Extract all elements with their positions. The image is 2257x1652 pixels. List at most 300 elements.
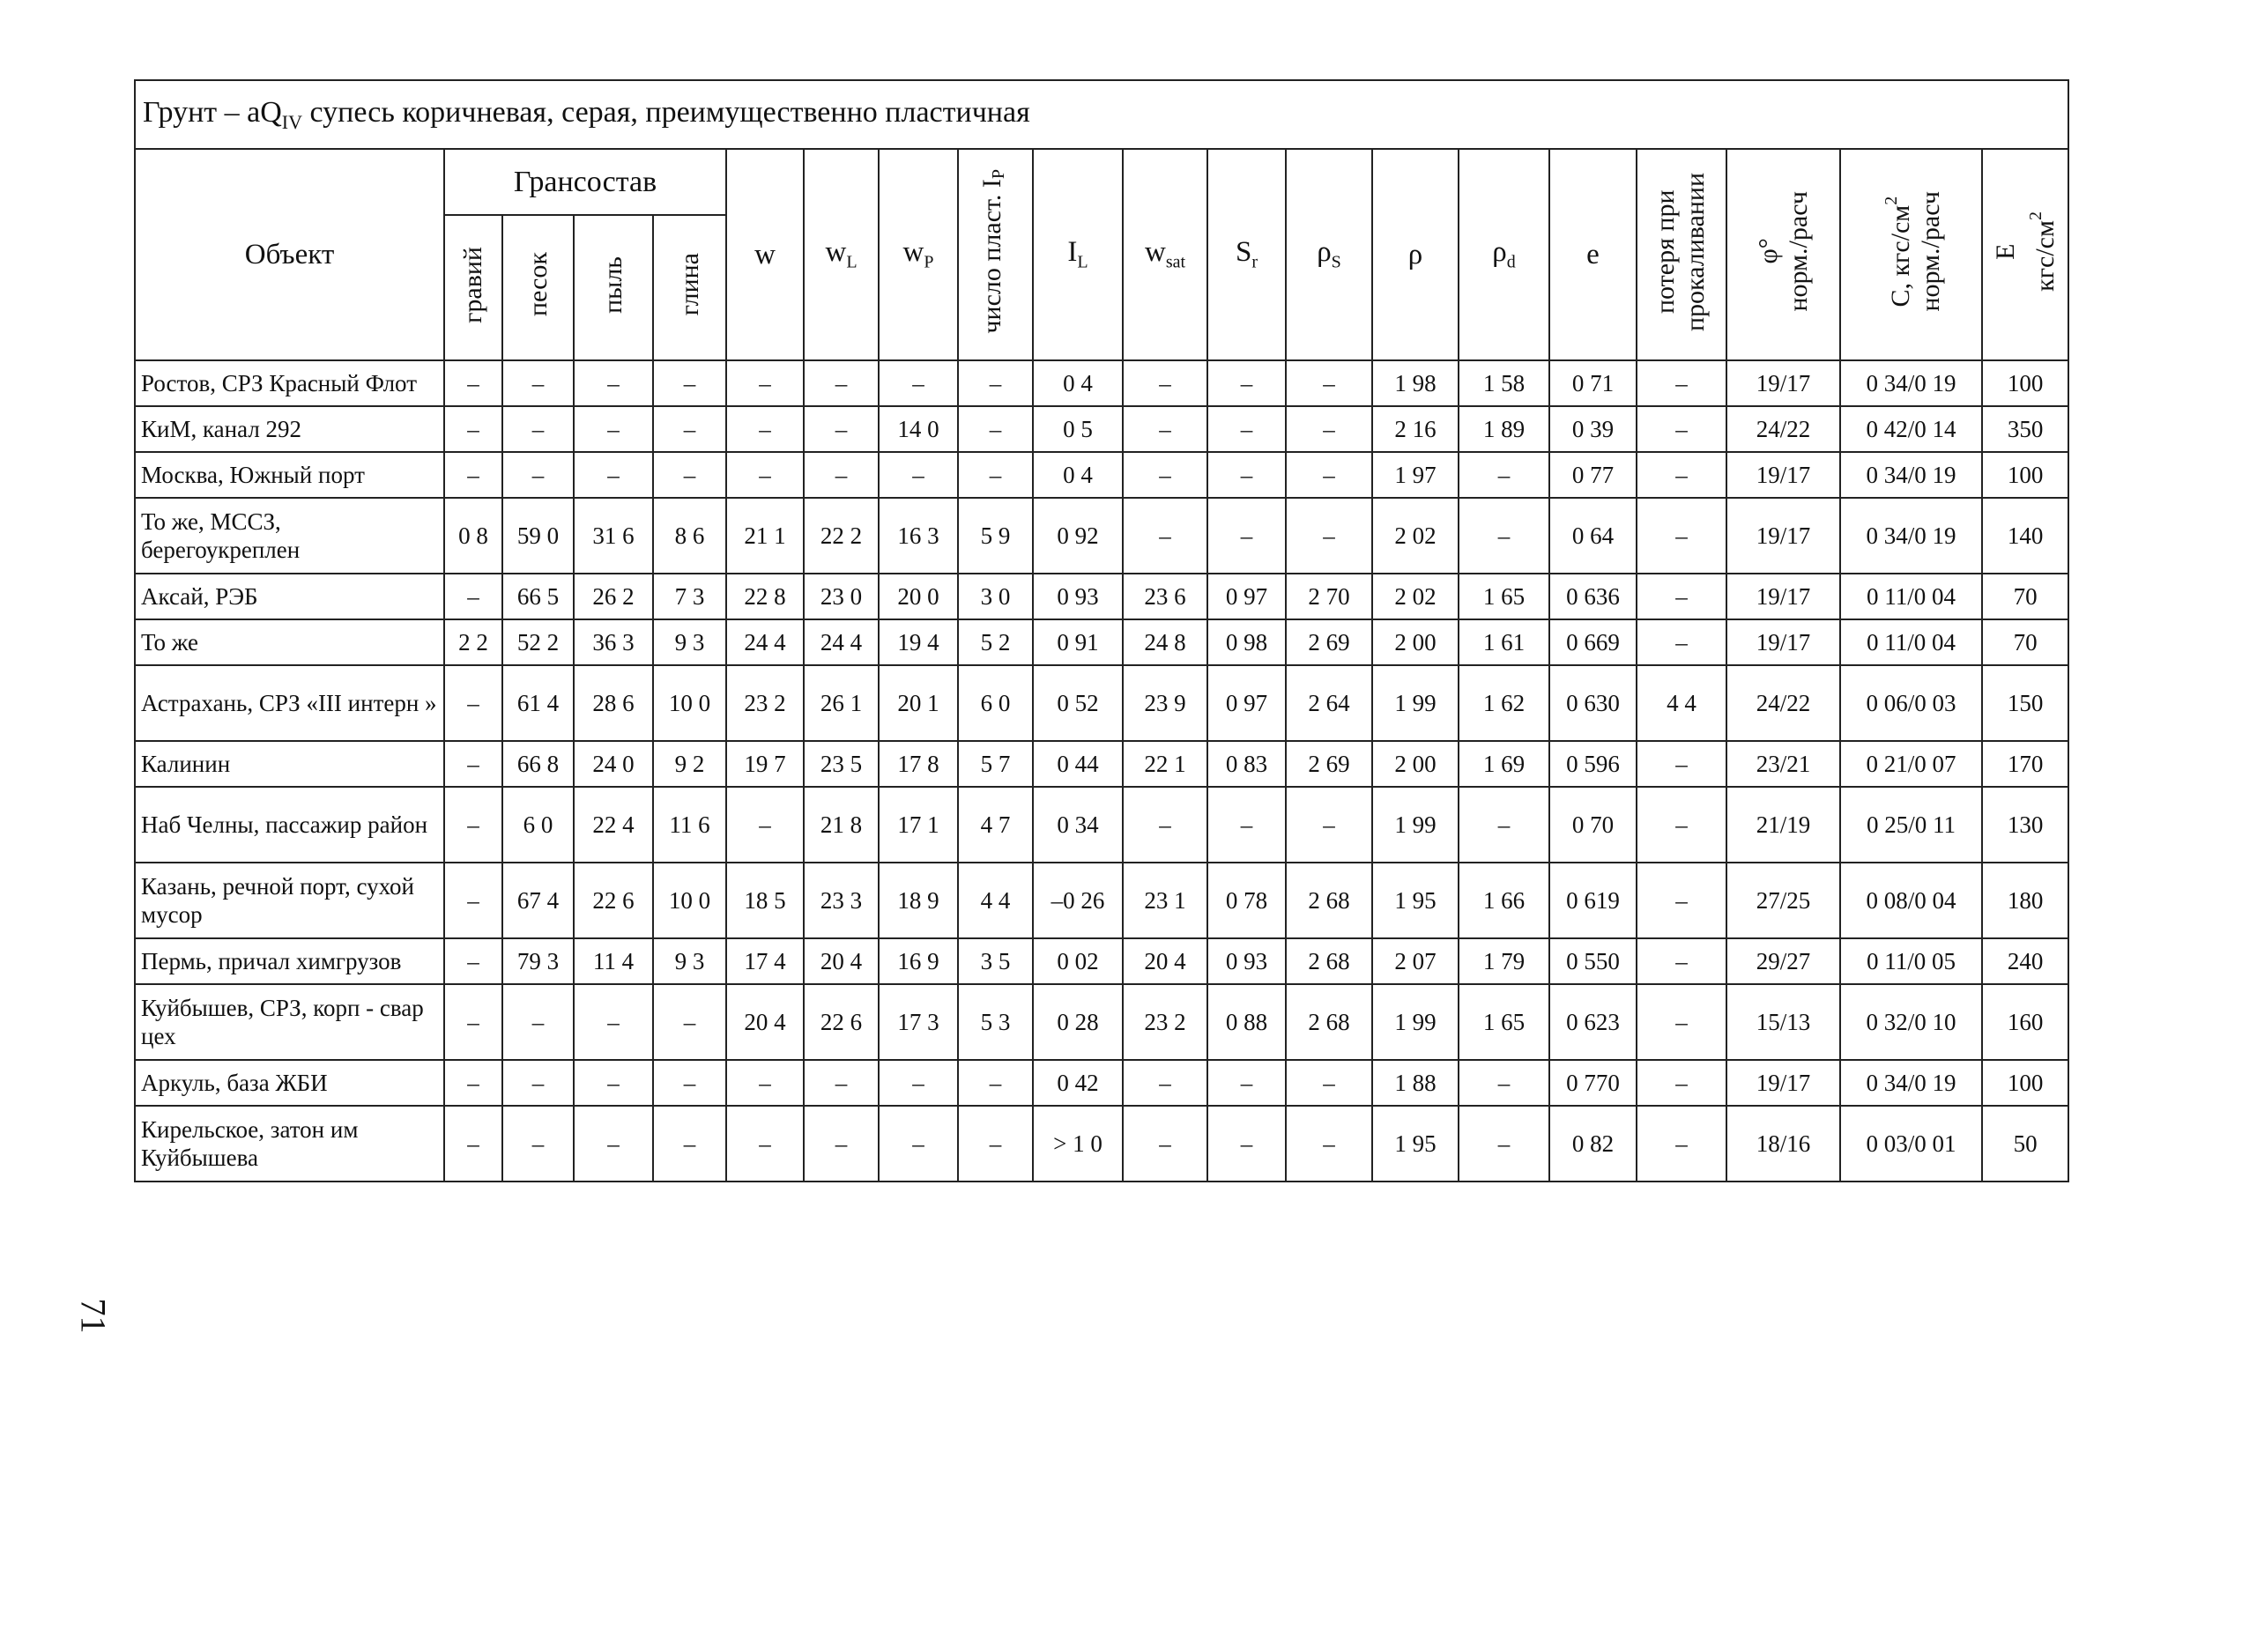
table-cell: 0 97 [1207,574,1286,619]
table-cell: 20 4 [804,938,879,984]
table-cell: – [444,787,502,863]
table-cell: 22 4 [574,787,653,863]
table-cell: 0 98 [1207,619,1286,665]
table-cell: – [1286,406,1372,452]
table-cell: 4 7 [958,787,1033,863]
table-cell: – [879,452,958,498]
table-cell: 23 0 [804,574,879,619]
table-cell: 23 9 [1123,665,1207,741]
table-cell: – [726,452,804,498]
table-cell: 2 69 [1286,619,1372,665]
header-object: Объект [135,149,444,360]
object-name-cell: Кирельское, затон им Куйбышева [135,1106,444,1182]
table-cell: – [1637,863,1726,938]
table-cell: – [1123,1060,1207,1106]
table-cell: 24 4 [726,619,804,665]
table-cell: 0 92 [1033,498,1123,574]
table-cell: 67 4 [502,863,574,938]
table-cell: – [1123,1106,1207,1182]
table-cell: – [958,452,1033,498]
table-cell: 0 630 [1549,665,1637,741]
table-cell: 0 06/0 03 [1840,665,1982,741]
table-cell: 0 44 [1033,741,1123,787]
table-cell: 240 [1982,938,2068,984]
table-cell: 2 00 [1372,741,1459,787]
soil-properties-table [134,79,2069,1182]
table-cell: 1 88 [1372,1060,1459,1106]
table-cell: 1 99 [1372,665,1459,741]
table-cell: 31 6 [574,498,653,574]
table-cell: – [879,1106,958,1182]
table-cell: – [1207,452,1286,498]
object-name-cell: Аркуль, база ЖБИ [135,1060,444,1106]
object-name-cell: Пермь, причал химгрузов [135,938,444,984]
table-cell: – [726,1060,804,1106]
table-cell: 350 [1982,406,2068,452]
table-cell: – [1637,406,1726,452]
table-cell: 6 0 [958,665,1033,741]
table-cell: 23 5 [804,741,879,787]
table-cell: 0 4 [1033,360,1123,406]
table-cell: 0 42/0 14 [1840,406,1982,452]
table-cell: 1 99 [1372,787,1459,863]
table-cell: – [444,452,502,498]
table-cell: – [1286,360,1372,406]
table-cell: 70 [1982,619,2068,665]
table-cell: 1 62 [1459,665,1549,741]
table-cell: 0 32/0 10 [1840,984,1982,1060]
table-cell: 1 66 [1459,863,1549,938]
object-name-cell: КиМ, канал 292 [135,406,444,452]
table-cell: 0 34/0 19 [1840,1060,1982,1106]
table-cell: 1 95 [1372,1106,1459,1182]
table-cell: 0 669 [1549,619,1637,665]
table-cell: – [879,1060,958,1106]
table-cell: – [1637,741,1726,787]
table-cell: 2 68 [1286,863,1372,938]
table-cell: – [958,1060,1033,1106]
table-cell: – [444,741,502,787]
table-row [135,787,2068,863]
table-cell: 4 4 [1637,665,1726,741]
object-name-cell: То же, МССЗ, берегоукреплен [135,498,444,574]
table-row [135,665,2068,741]
table-cell: 22 1 [1123,741,1207,787]
table-cell: – [444,938,502,984]
table-cell: 22 8 [726,574,804,619]
table-cell: 18/16 [1726,1106,1840,1182]
table-cell: 2 68 [1286,984,1372,1060]
table-cell: – [653,452,726,498]
table-cell: 59 0 [502,498,574,574]
header-e: e [1549,149,1637,360]
table-cell: 27/25 [1726,863,1840,938]
table-cell: 0 78 [1207,863,1286,938]
table-cell: 23 1 [1123,863,1207,938]
table-cell: 0 550 [1549,938,1637,984]
table-cell: 0 39 [1549,406,1637,452]
table-cell: 0 77 [1549,452,1637,498]
table-cell: – [653,406,726,452]
table-cell: 0 93 [1207,938,1286,984]
table-cell: – [444,360,502,406]
object-name-cell: Казань, речной порт, сухой мусор [135,863,444,938]
table-row [135,938,2068,984]
table-cell: – [804,452,879,498]
table-cell: 19/17 [1726,574,1840,619]
table-cell: – [804,1106,879,1182]
table-cell: 22 6 [574,863,653,938]
table-row [135,984,2068,1060]
table-cell: – [1459,787,1549,863]
table-cell: – [444,984,502,1060]
table-cell: 8 6 [653,498,726,574]
header-rho: ρ [1372,149,1459,360]
table-cell: – [1286,498,1372,574]
table-cell: – [1637,452,1726,498]
table-cell: – [574,406,653,452]
table-cell: – [574,452,653,498]
table-cell: 17 8 [879,741,958,787]
table-cell: 1 65 [1459,574,1549,619]
table-cell: 0 5 [1033,406,1123,452]
table-cell: 0 70 [1549,787,1637,863]
table-cell: 20 4 [1123,938,1207,984]
table-cell: 1 79 [1459,938,1549,984]
table-cell: 5 9 [958,498,1033,574]
header-sand: песок [502,215,574,360]
table-cell: – [1637,498,1726,574]
table-cell: – [1286,1106,1372,1182]
table-cell: 5 2 [958,619,1033,665]
table-cell: 0 71 [1549,360,1637,406]
header-sr: $S_r$ [1207,149,1286,360]
table-cell: – [574,360,653,406]
table-row [135,741,2068,787]
table-cell: – [958,360,1033,406]
table-cell: 22 2 [804,498,879,574]
table-cell: – [1123,360,1207,406]
table-cell: 66 5 [502,574,574,619]
table-cell: 22 6 [804,984,879,1060]
table-cell: – [726,360,804,406]
table-cell: 16 3 [879,498,958,574]
table-cell: – [1637,574,1726,619]
table-cell: 50 [1982,1106,2068,1182]
header-clay: глина [653,215,726,360]
table-cell: – [1207,360,1286,406]
table-cell: 11 4 [574,938,653,984]
object-name-cell: Куйбышев, СРЗ, корп - свар цех [135,984,444,1060]
table-cell: 3 5 [958,938,1033,984]
table-cell: 1 89 [1459,406,1549,452]
table-cell: 0 88 [1207,984,1286,1060]
table-cell: 0 34/0 19 [1840,498,1982,574]
table-cell: 66 8 [502,741,574,787]
table-cell: – [574,1060,653,1106]
table-cell: 19/17 [1726,360,1840,406]
table-cell: – [1207,406,1286,452]
table-cell: 0 11/0 04 [1840,619,1982,665]
table-cell: – [804,1060,879,1106]
table-row [135,498,2068,574]
table-cell: – [653,360,726,406]
table-cell: – [1123,452,1207,498]
page-number: 71 [73,1298,114,1334]
table-row [135,863,2068,938]
table-cell: – [444,1060,502,1106]
table-cell: 20 4 [726,984,804,1060]
object-name-cell: Ростов, СРЗ Красный Флот [135,360,444,406]
table-cell: 9 3 [653,938,726,984]
table-cell: 0 42 [1033,1060,1123,1106]
table-cell: 0 34/0 19 [1840,360,1982,406]
table-cell: 1 65 [1459,984,1549,1060]
table-cell: – [804,406,879,452]
table-cell: – [1207,787,1286,863]
table-cell: 19 4 [879,619,958,665]
table-cell: – [1207,1106,1286,1182]
table-cell: 52 2 [502,619,574,665]
table-cell: – [574,1106,653,1182]
object-name-cell: Аксай, РЭБ [135,574,444,619]
table-cell: 0 4 [1033,452,1123,498]
table-cell: 24 4 [804,619,879,665]
table-cell: 2 00 [1372,619,1459,665]
table-cell: 0 11/0 05 [1840,938,1982,984]
table-cell: 23/21 [1726,741,1840,787]
table-cell: – [502,984,574,1060]
table-cell: 0 34/0 19 [1840,452,1982,498]
table-cell: 0 34 [1033,787,1123,863]
table-cell: – [1123,787,1207,863]
table-cell: 11 6 [653,787,726,863]
table-cell: 0 08/0 04 [1840,863,1982,938]
table-cell: 150 [1982,665,2068,741]
table-cell: 10 0 [653,665,726,741]
table-cell: 3 0 [958,574,1033,619]
table-cell: 17 4 [726,938,804,984]
table-cell: 17 3 [879,984,958,1060]
table-cell: 20 0 [879,574,958,619]
table-cell: – [1637,1106,1726,1182]
table-cell: – [804,360,879,406]
table-cell: 2 02 [1372,498,1459,574]
table-cell: 70 [1982,574,2068,619]
header-wsat: $w_{sat}$ [1123,149,1207,360]
table-cell: 23 6 [1123,574,1207,619]
table-cell: 100 [1982,360,2068,406]
table-cell: 10 0 [653,863,726,938]
header-dust: пыль [574,215,653,360]
table-cell: – [502,1060,574,1106]
table-cell: 9 2 [653,741,726,787]
object-name-cell: То же [135,619,444,665]
table-cell: 2 02 [1372,574,1459,619]
table-cell: 160 [1982,984,2068,1060]
table-cell: 6 0 [502,787,574,863]
table-cell: 19/17 [1726,452,1840,498]
table-cell: 15/13 [1726,984,1840,1060]
table-title: Грунт – $aQ_{IV}$ супесь коричневая, серая, преимущественно пластичная [135,80,2068,149]
table-cell: 23 2 [726,665,804,741]
table-row [135,1106,2068,1182]
table-cell: 0 91 [1033,619,1123,665]
table-cell: 0 52 [1033,665,1123,741]
table-cell: 0 623 [1549,984,1637,1060]
table-cell: 130 [1982,787,2068,863]
table-cell: 0 8 [444,498,502,574]
table-cell: 1 69 [1459,741,1549,787]
table-cell: 19/17 [1726,1060,1840,1106]
object-name-cell: Астрахань, СРЗ «III интерн » [135,665,444,741]
table-cell: – [1637,1060,1726,1106]
table-cell: 2 70 [1286,574,1372,619]
table-cell: 5 7 [958,741,1033,787]
header-wl: $w_L$ [804,149,879,360]
table-cell: 24 8 [1123,619,1207,665]
table-cell: – [502,1106,574,1182]
table-cell: 2 69 [1286,741,1372,787]
table-cell: 0 25/0 11 [1840,787,1982,863]
table-cell: 24/22 [1726,665,1840,741]
table-row [135,406,2068,452]
table-cell: 0 02 [1033,938,1123,984]
table-cell: 0 97 [1207,665,1286,741]
table-cell: – [1123,406,1207,452]
header-friction-angle: φ° норм./расч [1726,149,1840,360]
table-row [135,619,2068,665]
object-name-cell: Калинин [135,741,444,787]
table-cell: 9 3 [653,619,726,665]
table-body [135,360,2068,1182]
table-cell: 79 3 [502,938,574,984]
table-cell: – [1286,452,1372,498]
table-cell: 0 28 [1033,984,1123,1060]
table-cell: 0 636 [1549,574,1637,619]
table-cell: 19/17 [1726,619,1840,665]
table-cell: – [444,574,502,619]
table-cell: – [1637,619,1726,665]
table-cell: 0 11/0 04 [1840,574,1982,619]
table-cell: – [1459,1106,1549,1182]
table-cell: – [958,1106,1033,1182]
table-cell: 1 61 [1459,619,1549,665]
table-row [135,574,2068,619]
table-cell: – [444,863,502,938]
table-cell: 170 [1982,741,2068,787]
table-cell: – [444,406,502,452]
table-cell: – [502,360,574,406]
table-cell: 7 3 [653,574,726,619]
table-cell: 0 03/0 01 [1840,1106,1982,1182]
table-cell: 36 3 [574,619,653,665]
header-cohesion: С, кгс/$см^2$ норм./расч [1840,149,1982,360]
table-cell: 29/27 [1726,938,1840,984]
table-cell: 0 21/0 07 [1840,741,1982,787]
table-cell: – [502,406,574,452]
table-cell: 28 6 [574,665,653,741]
table-cell: – [879,360,958,406]
table-cell: 19/17 [1726,498,1840,574]
table-cell: 0 770 [1549,1060,1637,1106]
table-cell: 0 93 [1033,574,1123,619]
table-cell: – [1637,984,1726,1060]
table-cell: – [653,1106,726,1182]
header-gravel: гравий [444,215,502,360]
table-cell: 19 7 [726,741,804,787]
table-cell: 21/19 [1726,787,1840,863]
table-cell: 2 16 [1372,406,1459,452]
table-cell: 61 4 [502,665,574,741]
table-cell: – [1459,498,1549,574]
table-row [135,360,2068,406]
table-cell: 24/22 [1726,406,1840,452]
table-cell: – [1207,498,1286,574]
table-cell: – [653,1060,726,1106]
table-cell: – [1286,787,1372,863]
object-name-cell: Москва, Южный порт [135,452,444,498]
table-cell: 1 58 [1459,360,1549,406]
table-cell: 20 1 [879,665,958,741]
header-plasticity-index: число пласт. $I_P$ [958,149,1033,360]
table-cell: 180 [1982,863,2068,938]
header-rho-s: $\rho_S$ [1286,149,1372,360]
table-cell: – [958,406,1033,452]
table-cell: 24 0 [574,741,653,787]
table-cell: 0 82 [1549,1106,1637,1182]
table-cell: – [444,1106,502,1182]
table-cell: – [1123,498,1207,574]
table-cell: 0 619 [1549,863,1637,938]
table-cell: – [726,787,804,863]
table-cell: – [1637,787,1726,863]
table-cell: 4 4 [958,863,1033,938]
table-cell: 26 1 [804,665,879,741]
table-row [135,1060,2068,1106]
table-cell: – [502,452,574,498]
table-cell: – [1459,452,1549,498]
header-modulus: Е кгс/$см^2$ [1982,149,2068,360]
table-cell: 18 5 [726,863,804,938]
table-cell: 2 07 [1372,938,1459,984]
table-cell: 26 2 [574,574,653,619]
header-wp: $w_P$ [879,149,958,360]
table-cell: 21 1 [726,498,804,574]
table-cell: – [444,665,502,741]
table-cell: 23 2 [1123,984,1207,1060]
table-cell: – [1286,1060,1372,1106]
object-name-cell: Наб Челны, пассажир район [135,787,444,863]
table-cell: 17 1 [879,787,958,863]
table-cell: 14 0 [879,406,958,452]
table-cell: 2 2 [444,619,502,665]
table-cell: 1 95 [1372,863,1459,938]
table-cell: 0 596 [1549,741,1637,787]
table-cell: – [1637,360,1726,406]
table-cell: – [653,984,726,1060]
table-cell: – [574,984,653,1060]
header-rho-d: $\rho_d$ [1459,149,1549,360]
table-cell: 1 98 [1372,360,1459,406]
table-cell: – [1637,938,1726,984]
table-cell: 2 64 [1286,665,1372,741]
table-cell: 5 3 [958,984,1033,1060]
header-il: $I_L$ [1033,149,1123,360]
table-cell: 100 [1982,1060,2068,1106]
table-cell: 21 8 [804,787,879,863]
table-cell: 0 83 [1207,741,1286,787]
